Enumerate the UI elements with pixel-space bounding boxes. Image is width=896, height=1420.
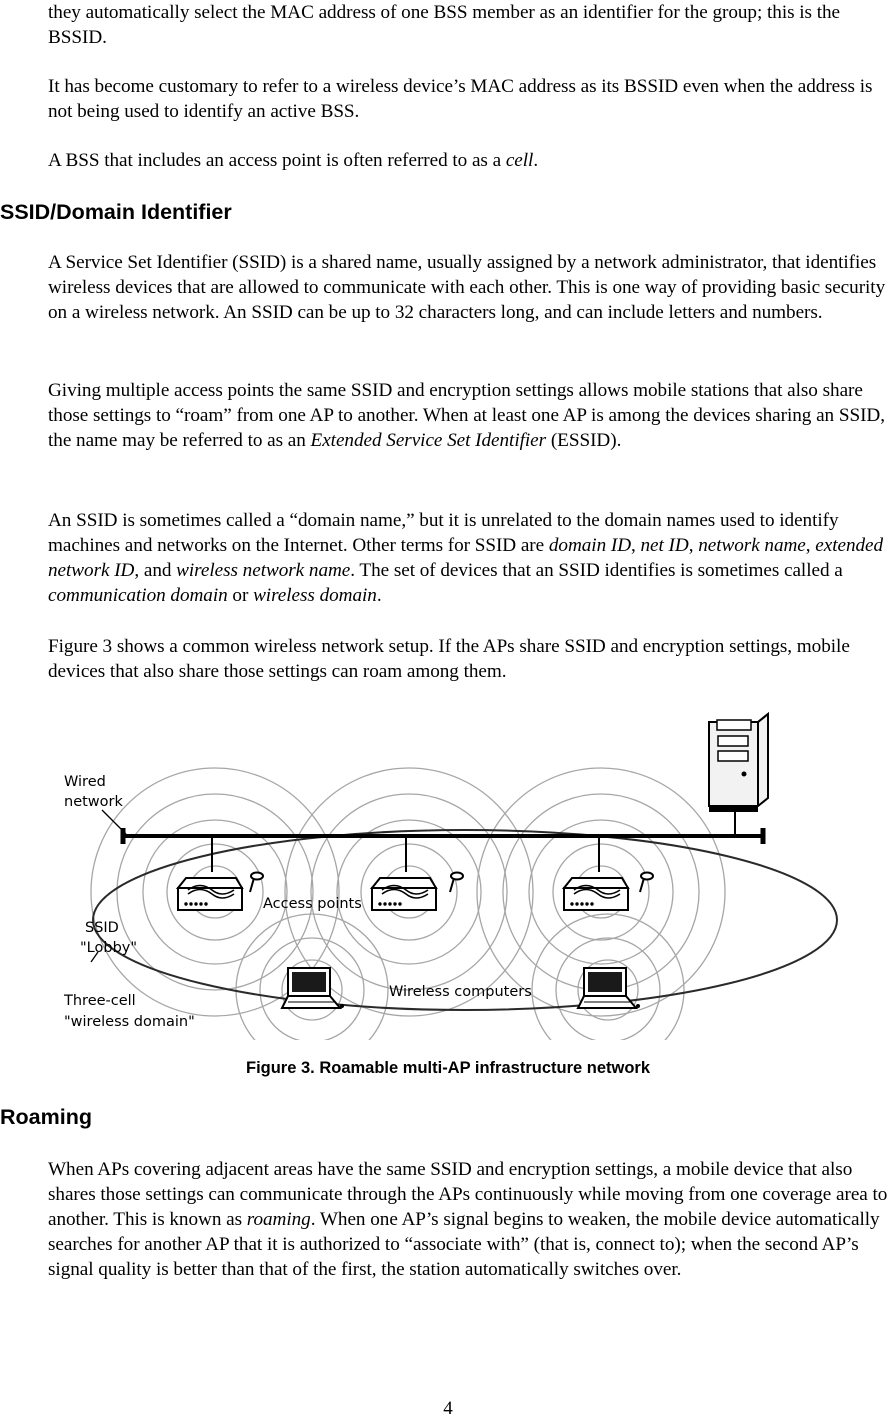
- label-wired-line2: network: [64, 794, 123, 810]
- label-wireless-computers: Wireless computers: [389, 984, 532, 1000]
- laptop-1-icon: [282, 968, 344, 1008]
- wireless-domain-ellipse: [93, 830, 837, 1010]
- heading-roaming: Roaming: [0, 1105, 92, 1129]
- label-ssid-line2: "Lobby": [80, 940, 138, 956]
- label-domain-line2: "wireless domain": [64, 1014, 195, 1030]
- figure-roamable-network: [40, 700, 855, 1040]
- access-point-1-icon: [178, 873, 263, 911]
- server-icon: [709, 714, 768, 812]
- paragraph-roaming: When APs covering adjacent areas have the same SSID and encryption settings, a mobile device that also shares those settings can communicate through the APs continuously while moving from one coverage area to another. This is known as roaming. When one AP’s signal begins to weaken, the mobile device automatically searches for another AP that it is authorized to “associate with” (that is, connect to); when the second AP’s signal quality is better than that of the first, the station automatically switches over.: [48, 1159, 888, 1280]
- access-point-2-icon: [372, 873, 463, 911]
- page-number: 4: [443, 1398, 453, 1419]
- figure-caption: Figure 3. Roamable multi-AP infrastructure network: [245, 1059, 651, 1077]
- label-access-points: Access points: [263, 896, 362, 912]
- paragraph-essid: Giving multiple access points the same SSID and encryption settings allows mobile stations that also share those settings to “roam” from one AP to another. When at least one AP is among the devices sharing an SSID, the name may be referred to as an Extended Service Set Identifier (ESSID).: [48, 380, 885, 451]
- paragraph-ssid-definition: A Service Set Identifier (SSID) is a shared name, usually assigned by a network administrator, that identifies wireless devices that are allowed to communicate with each other. This is one way of providing basic security on a wireless network. An SSID can be up to 32 characters long, and can include letters and numbers.: [48, 252, 886, 323]
- label-domain-line1: Three-cell: [64, 993, 136, 1009]
- access-point-3-icon: [564, 873, 653, 911]
- label-wired-line1: Wired: [64, 774, 106, 790]
- paragraph-bss-continued: they automatically select the MAC address of one BSS member as an identifier for the group; this is the BSSID.: [48, 2, 841, 48]
- paragraph-bssid-custom: It has become customary to refer to a wireless device’s MAC address as its BSSID even when the address is not being used to identify an active BSS.: [48, 76, 873, 122]
- wired-pointer: [102, 810, 126, 834]
- heading-ssid-domain-identifier: SSID/Domain Identifier: [0, 200, 232, 224]
- paragraph-cell: A BSS that includes an access point is often referred to as a cell.: [48, 150, 539, 171]
- paragraph-domain-name: An SSID is sometimes called a “domain name,” but it is unrelated to the domain names used to identify machines and networks on the Internet. Other terms for SSID are domain ID, net ID, network name, extended network ID, and wireless network name. The set of devices that an SSID identifies is sometimes called a communication domain or wireless domain.: [48, 510, 884, 606]
- label-ssid-line1: SSID: [85, 920, 119, 936]
- laptop-2-icon: [578, 968, 640, 1008]
- paragraph-figure-intro: Figure 3 shows a common wireless network setup. If the APs share SSID and encryption settings, mobile devices that also share those settings can roam among them.: [48, 636, 850, 682]
